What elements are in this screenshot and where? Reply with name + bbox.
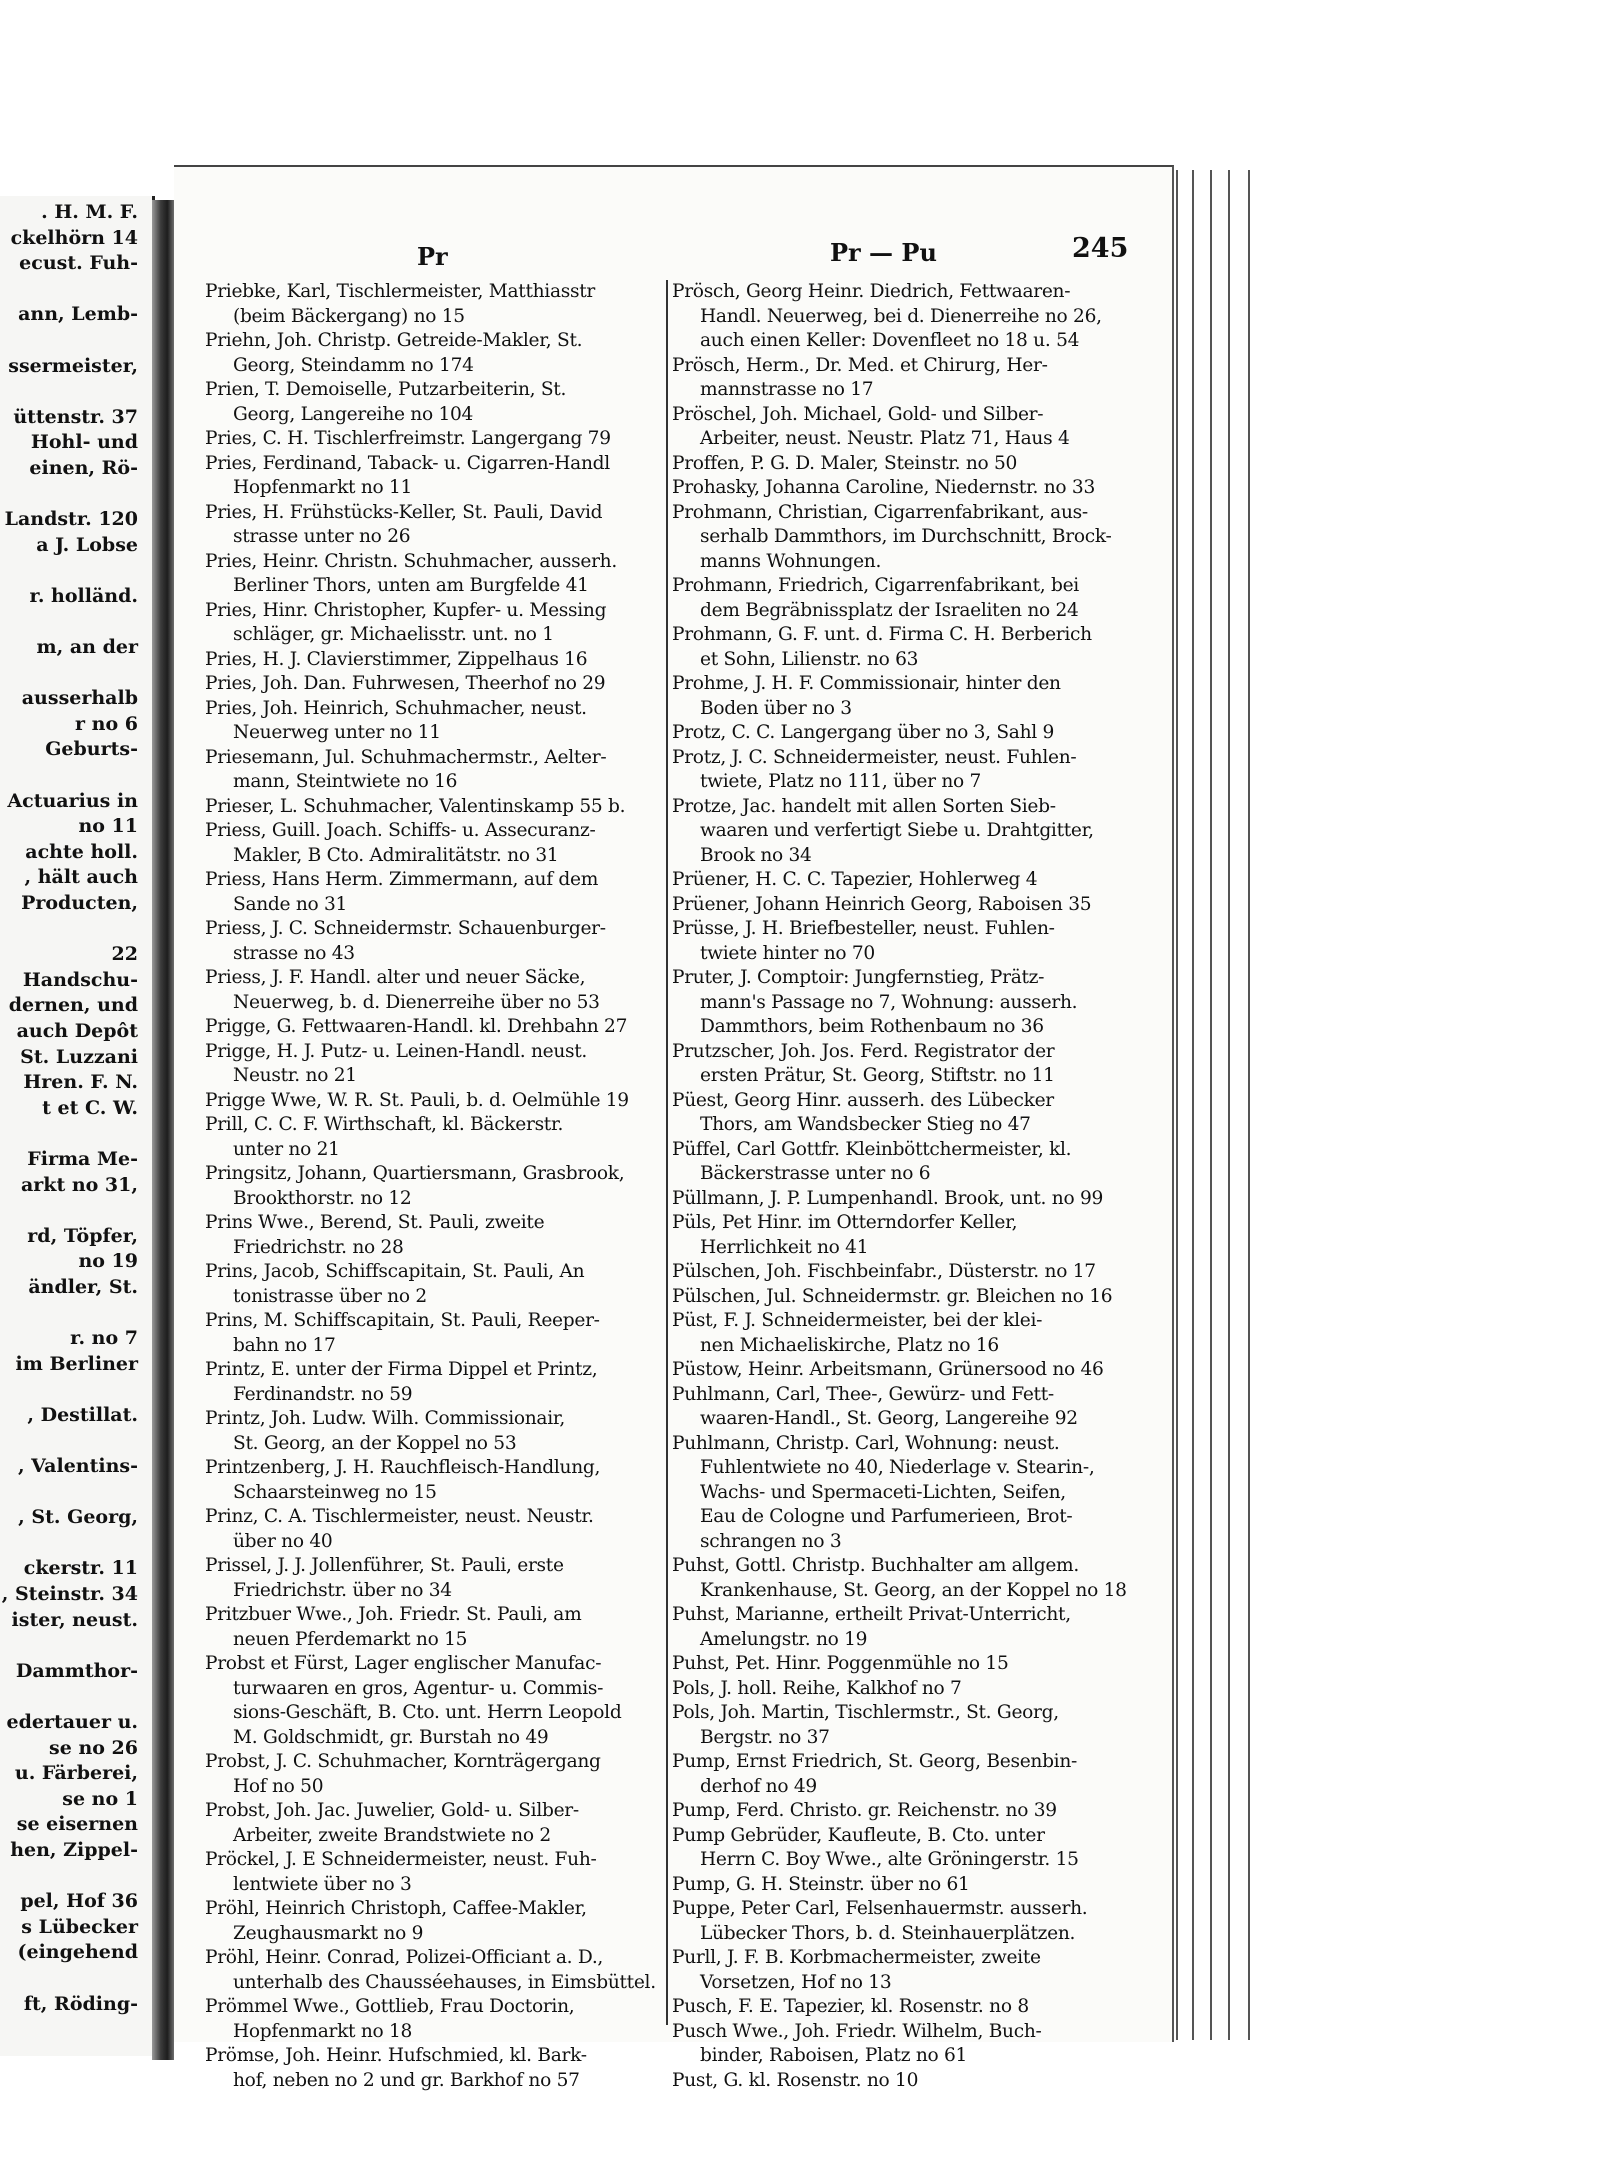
- entry-line: Priess, Hans Herm. Zimmermann, auf dem: [205, 869, 599, 890]
- entry-line: Pusch, F. E. Tapezier, kl. Rosenstr. no 8: [672, 1996, 1029, 2017]
- entry-line: Neustr. no 21: [233, 1065, 357, 1086]
- fragment-line: [0, 482, 152, 508]
- entry-line: neuen Pferdemarkt no 15: [233, 1628, 468, 1650]
- entry-line: mannstrasse no 17: [700, 379, 874, 400]
- entry-line: Hof no 50: [233, 1775, 324, 1797]
- page-number: 245: [1072, 233, 1129, 264]
- entry-line: lentwiete über no 3: [233, 1873, 412, 1895]
- entry-line: Makler, B Cto. Admiralitätstr. no 31: [233, 844, 559, 866]
- fragment-line: [0, 1301, 152, 1327]
- entry-line: Probst, Joh. Jac. Juwelier, Gold- u. Silber-: [205, 1800, 579, 1821]
- fragment-line: ckelhörn 14: [10, 226, 138, 249]
- entry-line: Brook no 34: [700, 844, 812, 866]
- entry-line: Püffel, Carl Gottfr. Kleinböttchermeister, kl.: [672, 1138, 1072, 1160]
- entry-line: Herrn C. Boy Wwe., alte Gröningerstr. 15: [700, 1849, 1079, 1870]
- entry-line: mann, Steintwiete no 16: [233, 771, 458, 792]
- entry-line: Prins, Jacob, Schiffscapitain, St. Pauli, An: [205, 1261, 585, 1282]
- entry-line: Puhlmann, Carl, Thee-, Gewürz- und Fett-: [672, 1383, 1054, 1405]
- entry-line: Prigge Wwe, W. R. St. Pauli, b. d. Oelmühle 19: [205, 1089, 629, 1111]
- entry-line: Prömmel Wwe., Gottlieb, Frau Doctorin,: [205, 1996, 575, 2017]
- entry-line: Pries, Ferdinand, Taback- u. Cigarren-Handl: [205, 452, 610, 474]
- fragment-line: [0, 1121, 152, 1147]
- entry-line: Ferdinandstr. no 59: [233, 1383, 413, 1405]
- entry-line: Puhst, Pet. Hinr. Poggenmühle no 15: [672, 1653, 1009, 1674]
- entry-line: Printz, E. unter der Firma Dippel et Printz,: [205, 1359, 598, 1380]
- entry-line: Prieser, L. Schuhmacher, Valentinskamp 55 b.: [205, 795, 626, 817]
- entry-line: Dammthors, beim Rothenbaum no 36: [700, 1016, 1044, 1037]
- entry-line: Pries, Hinr. Christopher, Kupfer- u. Messing: [205, 599, 607, 621]
- entry-line: Neuerweg, b. d. Dienerreihe über no 53: [233, 991, 600, 1013]
- fragment-line: ecust. Fuh-: [19, 252, 138, 275]
- entry-line: twiete hinter no 70: [700, 942, 875, 964]
- entry-line: binder, Raboisen, Platz no 61: [700, 2045, 968, 2066]
- fragment-line: , Steinstr. 34: [1, 1583, 138, 1606]
- entry-line: bahn no 17: [233, 1334, 336, 1356]
- entry-line: St. Georg, an der Koppel no 53: [233, 1432, 517, 1454]
- fragment-line: Landstr. 120: [4, 508, 138, 531]
- entry-line: waaren und verfertigt Siebe u. Drahtgitter,: [700, 820, 1094, 841]
- entry-line: Prigge, G. Fettwaaren-Handl. kl. Drehbahn 27: [205, 1016, 628, 1037]
- left-running-head: Pr: [417, 242, 448, 271]
- entry-line: M. Goldschmidt, gr. Burstah no 49: [233, 1726, 549, 1748]
- fragment-line: (eingehend: [17, 1941, 138, 1964]
- fragment-line: no 19: [78, 1250, 138, 1273]
- entry-line: über no 40: [233, 1530, 333, 1552]
- entry-line: Sande no 31: [233, 893, 348, 915]
- fragment-line: Hren. F. N.: [23, 1071, 138, 1094]
- entry-line: Prohmann, Friedrich, Cigarrenfabrikant, bei: [672, 575, 1079, 596]
- fragment-line: [0, 1198, 152, 1224]
- entry-line: Bäckerstrasse unter no 6: [700, 1163, 931, 1184]
- entry-line: Pröhl, Heinr. Conrad, Polizei-Officiant a. D.,: [205, 1947, 604, 1968]
- entry-line: Hopfenmarkt no 11: [233, 477, 413, 498]
- entry-line: Pruter, J. Comptoir: Jungfernstieg, Prätz-: [672, 967, 1045, 988]
- fragment-line: Firma Me-: [27, 1147, 138, 1170]
- fragment-line: [0, 763, 152, 789]
- entry-line: waaren-Handl., St. Georg, Langereihe 92: [700, 1408, 1078, 1429]
- entry-line: Priess, Guill. Joach. Schiffs- u. Assecuranz-: [205, 820, 596, 841]
- entry-line: Prissel, J. J. Jollenführer, St. Pauli, erste: [205, 1555, 564, 1576]
- fragment-line: Dammthor-: [15, 1659, 138, 1682]
- fragment-line: ft, Röding-: [23, 1992, 138, 2015]
- fragment-line: t et C. W.: [42, 1096, 138, 1119]
- fragment-line: [0, 379, 152, 405]
- entry-line: unterhalb des Chausséehauses, in Eimsbüttel.: [233, 1971, 656, 1993]
- entry-line: strasse no 43: [233, 942, 355, 964]
- entry-line: Prömse, Joh. Heinr. Hufschmied, kl. Bark-: [205, 2045, 587, 2066]
- entry-line: dem Begräbnissplatz der Israeliten no 24: [700, 599, 1079, 621]
- entry-line: ersten Prätur, St. Georg, Stiftstr. no 11: [700, 1065, 1055, 1086]
- entry-line: Pülschen, Jul. Schneidermstr. gr. Bleichen no 16: [672, 1285, 1113, 1307]
- fragment-line: [0, 1864, 152, 1890]
- entry-line: auch einen Keller: Dovenfleet no 18 u. 54: [700, 330, 1080, 351]
- entry-line: Arbeiter, zweite Brandstwiete no 2: [233, 1824, 551, 1846]
- entry-line: Proffen, P. G. D. Maler, Steinstr. no 50: [672, 452, 1018, 474]
- fragment-line: einen, Rö-: [29, 456, 138, 479]
- entry-line: Priesemann, Jul. Schuhmachermstr., Aelter-: [205, 746, 607, 768]
- entry-line: Pump, G. H. Steinstr. über no 61: [672, 1873, 970, 1895]
- entry-line: Friedrichstr. no 28: [233, 1236, 404, 1258]
- entry-line: Thors, am Wandsbecker Stieg no 47: [700, 1114, 1031, 1135]
- fragment-line: [0, 1966, 152, 1992]
- entry-line: Priebke, Karl, Tischlermeister, Matthiasstr: [205, 281, 595, 302]
- entry-line: Priehn, Joh. Christp. Getreide-Makler, St.: [205, 330, 583, 351]
- entry-line: Pries, Joh. Dan. Fuhrwesen, Theerhof no 29: [205, 673, 606, 694]
- entry-line: Pröhl, Heinrich Christoph, Caffee-Makler,: [205, 1898, 587, 1919]
- entry-line: Printzenberg, J. H. Rauchfleisch-Handlung,: [205, 1457, 601, 1478]
- entry-line: Pusch Wwe., Joh. Friedr. Wilhelm, Buch-: [672, 2020, 1042, 2042]
- entry-line: Pump, Ernst Friedrich, St. Georg, Besenbin-: [672, 1751, 1077, 1772]
- fragment-line: ausserhalb: [21, 687, 138, 710]
- entry-line: Purll, J. F. B. Korbmachermeister, zweite: [672, 1947, 1041, 1968]
- entry-line: Püls, Pet Hinr. im Otterndorfer Keller,: [672, 1212, 1018, 1233]
- fragment-line: hen, Zippel-: [10, 1839, 138, 1861]
- fragment-line: , St. Georg,: [18, 1506, 138, 1529]
- fragment-line: r. no 7: [70, 1327, 138, 1350]
- entry-line: Pries, H. J. Clavierstimmer, Zippelhaus 16: [205, 648, 588, 670]
- fragment-line: [0, 277, 152, 303]
- entry-line: Protze, Jac. handelt mit allen Sorten Sieb-: [672, 795, 1056, 817]
- entry-line: unter no 21: [233, 1138, 340, 1160]
- entry-line: Püest, Georg Hinr. ausserh. des Lübecker: [672, 1089, 1054, 1111]
- fragment-line: im Berliner: [15, 1352, 138, 1375]
- entry-line: sions-Geschäft, B. Cto. unt. Herrn Leopold: [233, 1702, 622, 1723]
- entry-line: Pump, Ferd. Christo. gr. Reichenstr. no 39: [672, 1800, 1057, 1821]
- entry-line: Püstow, Heinr. Arbeitsmann, Grünersood no 46: [672, 1359, 1104, 1380]
- fragment-line: se no 1: [62, 1787, 138, 1810]
- fragment-line: se no 26: [49, 1736, 138, 1759]
- fragment-line: [0, 558, 152, 584]
- page-header: [200, 233, 1130, 274]
- entry-line: derhof no 49: [700, 1775, 817, 1797]
- entry-line: Boden über no 3: [700, 697, 852, 719]
- entry-line: Lübecker Thors, b. d. Steinhauerplätzen.: [700, 1922, 1076, 1944]
- fragment-line: ckerstr. 11: [23, 1557, 138, 1580]
- fragment-line: [0, 1531, 152, 1557]
- fragment-line: ister, neust.: [11, 1608, 138, 1631]
- entry-line: Vorsetzen, Hof no 13: [700, 1971, 892, 1993]
- entry-line: Püst, F. J. Schneidermeister, bei der klei-: [672, 1310, 1043, 1331]
- entry-line: Neuerweg unter no 11: [233, 722, 441, 743]
- entry-line: Prohmann, Christian, Cigarrenfabrikant, aus-: [672, 501, 1088, 523]
- entry-line: Pump Gebrüder, Kaufleute, B. Cto. unter: [672, 1824, 1045, 1846]
- entry-line: Zeughausmarkt no 9: [233, 1922, 424, 1944]
- entry-line: Prigge, H. J. Putz- u. Leinen-Handl. neust.: [205, 1040, 588, 1062]
- entry-line: mann's Passage no 7, Wohnung: ausserh.: [700, 991, 1078, 1013]
- entry-line: Prösch, Georg Heinr. Diedrich, Fettwaaren-: [672, 281, 1071, 302]
- entry-line: Friedrichstr. über no 34: [233, 1579, 452, 1601]
- entry-line: Pols, J. holl. Reihe, Kalkhof no 7: [672, 1677, 962, 1699]
- entry-line: Pritzbuer Wwe., Joh. Friedr. St. Pauli, am: [205, 1604, 582, 1625]
- fragment-line: m, an der: [36, 636, 138, 659]
- entry-line: Puhst, Gottl. Christp. Buchhalter am allgem.: [672, 1555, 1079, 1576]
- entry-line: Pols, Joh. Martin, Tischlermstr., St. Georg,: [672, 1702, 1059, 1723]
- entry-line: Puhlmann, Christp. Carl, Wohnung: neust.: [672, 1432, 1060, 1454]
- fragment-line: . H. M. F.: [41, 201, 138, 223]
- entry-line: Prins Wwe., Berend, St. Pauli, zweite: [205, 1212, 545, 1233]
- entry-line: Protz, C. C. Langergang über no 3, Sahl 9: [672, 722, 1055, 743]
- fragment-line: dernen, und: [8, 994, 138, 1017]
- entry-line: serhalb Dammthors, im Durchschnitt, Brock-: [700, 526, 1112, 547]
- fragment-line: , hält auch: [24, 866, 138, 889]
- entry-line: Herrlichkeit no 41: [700, 1236, 869, 1258]
- entry-line: Eau de Cologne und Parfumerieen, Brot-: [700, 1506, 1073, 1527]
- entry-line: Prutzscher, Joh. Jos. Ferd. Registrator der: [672, 1040, 1055, 1062]
- entry-line: Pülschen, Joh. Fischbeinfabr., Düsterstr. no 17: [672, 1261, 1096, 1282]
- fragment-line: u. Färberei,: [14, 1762, 138, 1785]
- entry-line: Prüener, Johann Heinrich Georg, Raboisen 35: [672, 893, 1092, 915]
- entry-line: Schaarsteinweg no 15: [233, 1481, 437, 1503]
- fragment-line: , Valentins-: [17, 1455, 138, 1478]
- entry-line: Arbeiter, neust. Neustr. Platz 71, Haus 4: [700, 428, 1070, 449]
- entry-line: schrangen no 3: [700, 1530, 842, 1552]
- book-gutter: [152, 200, 174, 2060]
- fragment-line: [0, 328, 152, 354]
- entries-column-left: [205, 280, 675, 2093]
- entry-line: Pries, Joh. Heinrich, Schuhmacher, neust.: [205, 697, 587, 719]
- entry-line: Prohasky, Johanna Caroline, Niedernstr. no 33: [672, 477, 1095, 498]
- entry-line: Pries, Heinr. Christn. Schuhmacher, ausserh.: [205, 550, 617, 572]
- entry-line: turwaaren en gros, Agentur- u. Commis-: [233, 1677, 604, 1699]
- fragment-line: pel, Hof 36: [20, 1890, 138, 1913]
- page-edges: [1172, 170, 1262, 2040]
- entry-line: Prinz, C. A. Tischlermeister, neust. Neustr.: [205, 1506, 594, 1527]
- fragment-line: edertauer u.: [6, 1711, 138, 1734]
- entry-line: Prill, C. C. F. Wirthschaft, kl. Bäckerstr.: [205, 1114, 564, 1135]
- entry-line: Georg, Steindamm no 174: [233, 354, 474, 376]
- entry-line: twiete, Platz no 111, über no 7: [700, 771, 982, 792]
- fragment-line: [0, 661, 152, 687]
- entry-line: Prins, M. Schiffscapitain, St. Pauli, Reeper-: [205, 1310, 600, 1331]
- entry-line: Pringsitz, Johann, Quartiersmann, Grasbrook,: [205, 1163, 625, 1184]
- entry-line: Wachs- und Spermaceti-Lichten, Seifen,: [700, 1481, 1066, 1503]
- fragment-line: Actuarius in: [7, 789, 138, 812]
- entry-line: Pries, H. Frühstücks-Keller, St. Pauli, David: [205, 501, 603, 523]
- entry-line: Pröschel, Joh. Michael, Gold- und Silber-: [672, 403, 1044, 425]
- entry-line: Georg, Langereihe no 104: [233, 403, 474, 425]
- fragment-line: Handschu-: [22, 968, 138, 991]
- entry-line: manns Wohnungen.: [700, 550, 882, 572]
- entry-line: Pust, G. kl. Rosenstr. no 10: [672, 2069, 919, 2091]
- facing-page-fragment: [0, 196, 155, 2056]
- entry-line: Brookthorstr. no 12: [233, 1187, 412, 1209]
- entry-line: Puppe, Peter Carl, Felsenhauermstr. ausserh.: [672, 1898, 1088, 1919]
- entry-line: Pröckel, J. E Schneidermeister, neust. Fuh-: [205, 1849, 597, 1870]
- fragment-line: 22: [111, 943, 138, 966]
- entry-line: hof, neben no 2 und gr. Barkhof no 57: [233, 2069, 580, 2091]
- entry-line: Probst et Fürst, Lager englischer Manufac-: [205, 1653, 602, 1674]
- entry-line: Puhst, Marianne, ertheilt Privat-Unterricht,: [672, 1604, 1071, 1625]
- entries-column-right: [672, 280, 1150, 2093]
- entry-line: nen Michaeliskirche, Platz no 16: [700, 1334, 999, 1356]
- fragment-line: ssermeister,: [8, 354, 138, 377]
- entry-line: et Sohn, Lilienstr. no 63: [700, 648, 919, 670]
- entry-line: Krankenhause, St. Georg, an der Koppel no 18: [700, 1579, 1127, 1601]
- right-running-head: Pr — Pu: [830, 238, 937, 267]
- fragment-line: Producten,: [21, 892, 138, 915]
- entry-line: Berliner Thors, unten am Burgfelde 41: [233, 575, 589, 596]
- entry-line: Hopfenmarkt no 18: [233, 2020, 413, 2042]
- fragment-line: a J. Lobse: [36, 533, 138, 556]
- fragment-line: auch Depôt: [16, 1020, 138, 1042]
- entry-line: Pries, C. H. Tischlerfreimstr. Langergang 79: [205, 428, 611, 449]
- entry-line: Prien, T. Demoiselle, Putzarbeiterin, St.: [205, 379, 567, 400]
- entry-line: Protz, J. C. Schneidermeister, neust. Fuhlen-: [672, 746, 1077, 768]
- fragment-line: r no 6: [75, 712, 138, 735]
- fragment-line: , Destillat.: [27, 1403, 138, 1426]
- entry-line: Prösch, Herm., Dr. Med. et Chirurg, Her-: [672, 354, 1048, 376]
- entry-line: strasse unter no 26: [233, 526, 411, 547]
- fragment-line: [0, 1480, 152, 1506]
- fragment-line: Hohl- und: [30, 431, 138, 454]
- fragment-line: ann, Lemb-: [18, 303, 138, 326]
- fragment-line: r. holländ.: [29, 584, 138, 607]
- entry-line: Priess, J. C. Schneidermstr. Schauenburger-: [205, 918, 606, 939]
- fragment-line: [0, 1429, 152, 1455]
- fragment-line: no 11: [78, 815, 138, 838]
- entry-line: Amelungstr. no 19: [700, 1628, 868, 1650]
- entry-line: Fuhlentwiete no 40, Niederlage v. Stearin-,: [700, 1457, 1095, 1478]
- fragment-line: achte holl.: [25, 840, 138, 863]
- entry-line: Handl. Neuerweg, bei d. Dienerreihe no 26,: [700, 305, 1102, 327]
- fragment-line: [0, 1633, 152, 1659]
- entry-line: Prüsse, J. H. Briefbesteller, neust. Fuhlen-: [672, 918, 1055, 939]
- entry-line: Printz, Joh. Ludw. Wilh. Commissionair,: [205, 1408, 566, 1429]
- entry-line: schläger, gr. Michaelisstr. unt. no 1: [233, 624, 554, 645]
- fragment-line: arkt no 31,: [20, 1173, 138, 1196]
- entry-line: Prohme, J. H. F. Commissionair, hinter den: [672, 673, 1061, 694]
- fragment-line: rd, Töpfer,: [27, 1224, 138, 1247]
- fragment-line: [0, 1377, 152, 1403]
- entry-line: tonistrasse über no 2: [233, 1285, 427, 1307]
- fragment-line: se eisernen: [16, 1813, 138, 1836]
- entry-line: Probst, J. C. Schuhmacher, Kornträgergang: [205, 1751, 601, 1772]
- entry-line: Prüener, H. C. C. Tapezier, Hohlerweg 4: [672, 869, 1038, 890]
- entry-line: Püllmann, J. P. Lumpenhandl. Brook, unt. no 99: [672, 1187, 1104, 1209]
- fragment-line: [0, 917, 152, 943]
- entry-line: Prohmann, G. F. unt. d. Firma C. H. Berberich: [672, 624, 1092, 645]
- fragment-line: [0, 610, 152, 636]
- entry-line: (beim Bäckergang) no 15: [233, 305, 465, 327]
- fragment-line: St. Luzzani: [20, 1045, 138, 1068]
- fragment-line: s Lübecker: [21, 1915, 138, 1938]
- entry-line: Priess, J. F. Handl. alter und neuer Säcke,: [205, 967, 586, 988]
- fragment-line: [0, 1684, 152, 1710]
- fragment-line: ändler, St.: [28, 1275, 138, 1298]
- fragment-line: Geburts-: [45, 738, 138, 761]
- fragment-line: üttenstr. 37: [13, 405, 138, 428]
- entry-line: Bergstr. no 37: [700, 1726, 830, 1748]
